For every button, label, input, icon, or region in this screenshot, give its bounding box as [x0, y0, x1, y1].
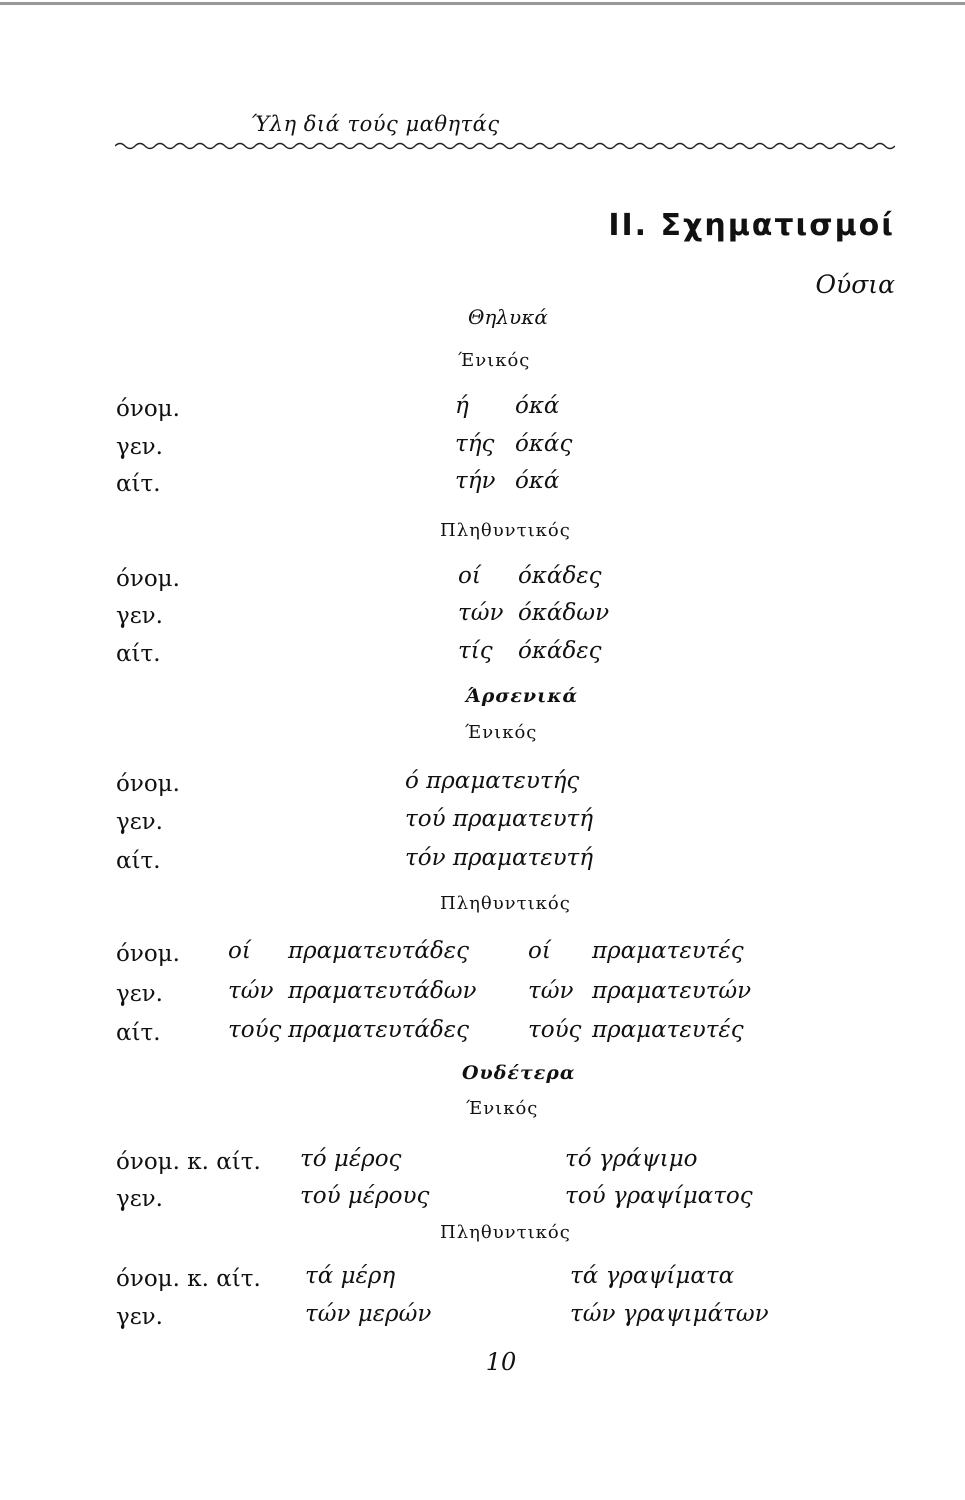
- section-title: II. Σχηματισμοί: [608, 208, 895, 243]
- feminine-heading: Θηλυκά: [468, 305, 548, 329]
- article: τών: [528, 978, 574, 1004]
- noun-form: όκάς: [515, 431, 573, 457]
- case-label: αίτ.: [116, 1020, 161, 1046]
- case-label: αίτ.: [116, 848, 161, 874]
- noun-form: τού γραψίματος: [565, 1183, 753, 1209]
- article: τήν: [455, 468, 496, 494]
- page-number: 10: [485, 1348, 517, 1376]
- article: οί: [228, 938, 251, 964]
- noun-form: όκάδες: [518, 638, 602, 664]
- noun-form: τά γραψίματα: [570, 1263, 735, 1289]
- subsection-title: Ούσια: [815, 270, 895, 299]
- case-label: γεν.: [116, 1304, 163, 1330]
- case-label: γεν.: [116, 603, 163, 629]
- case-label: όνομ.: [116, 566, 180, 592]
- noun-form: τών γραψιμάτων: [570, 1301, 769, 1327]
- noun-form: τού μέρους: [300, 1183, 430, 1209]
- neuter-heading: Ουδέτερα: [462, 1062, 576, 1084]
- noun-form: πραματευτές: [592, 938, 744, 964]
- noun-form: τό μέρος: [300, 1146, 402, 1172]
- case-label: όνομ.: [116, 396, 180, 422]
- noun-form: όκάδων: [518, 600, 610, 626]
- noun-form: ό πραματευτής: [405, 768, 580, 794]
- article: τών: [458, 600, 504, 626]
- neuter-singular-heading: Ένικός: [466, 1098, 539, 1119]
- case-label: όνομ. κ. αίτ.: [116, 1149, 261, 1175]
- neuter-plural-heading: Πληθυντικός: [440, 1222, 571, 1243]
- article: τών: [228, 978, 274, 1004]
- article: τούς: [528, 1017, 582, 1043]
- case-label: όνομ.: [116, 771, 180, 797]
- masculine-heading: Άρσενικά: [466, 685, 579, 707]
- case-label: όνομ. κ. αίτ.: [116, 1266, 261, 1292]
- feminine-plural-heading: Πληθυντικός: [440, 520, 571, 541]
- case-label: όνομ.: [116, 941, 180, 967]
- feminine-singular-heading: Ένικός: [458, 350, 531, 371]
- running-head: Ύλη διά τούς μαθητάς: [250, 112, 500, 136]
- article: τής: [455, 431, 495, 457]
- case-label: αίτ.: [116, 471, 161, 497]
- article: οί: [528, 938, 551, 964]
- noun-form: πραματευτάδες: [288, 938, 470, 964]
- noun-form: όκά: [515, 468, 560, 494]
- noun-form: πραματευτές: [592, 1017, 744, 1043]
- top-scan-edge: [0, 2, 965, 5]
- case-label: γεν.: [116, 1186, 163, 1212]
- noun-form: πραματευτών: [592, 978, 752, 1004]
- article: ή: [455, 393, 469, 419]
- article: τίς: [458, 638, 493, 664]
- article: οί: [458, 563, 481, 589]
- article: τούς: [228, 1017, 282, 1043]
- noun-form: πραματευτάδες: [288, 1017, 470, 1043]
- noun-form: τά μέρη: [305, 1263, 396, 1289]
- case-label: αίτ.: [116, 641, 161, 667]
- case-label: γεν.: [116, 809, 163, 835]
- case-label: γεν.: [116, 981, 163, 1007]
- noun-form: πραματευτάδων: [288, 978, 477, 1004]
- masculine-singular-heading: Ένικός: [465, 722, 538, 743]
- noun-form: τό γράψιμο: [565, 1146, 698, 1172]
- noun-form: τού πραματευτή: [405, 806, 594, 832]
- noun-form: τών μερών: [305, 1301, 432, 1327]
- noun-form: τόν πραματευτή: [405, 845, 594, 871]
- noun-form: όκάδες: [518, 563, 602, 589]
- case-label: γεν.: [116, 434, 163, 460]
- masculine-plural-heading: Πληθυντικός: [440, 893, 571, 914]
- noun-form: όκά: [515, 393, 560, 419]
- wavy-rule: [115, 140, 895, 152]
